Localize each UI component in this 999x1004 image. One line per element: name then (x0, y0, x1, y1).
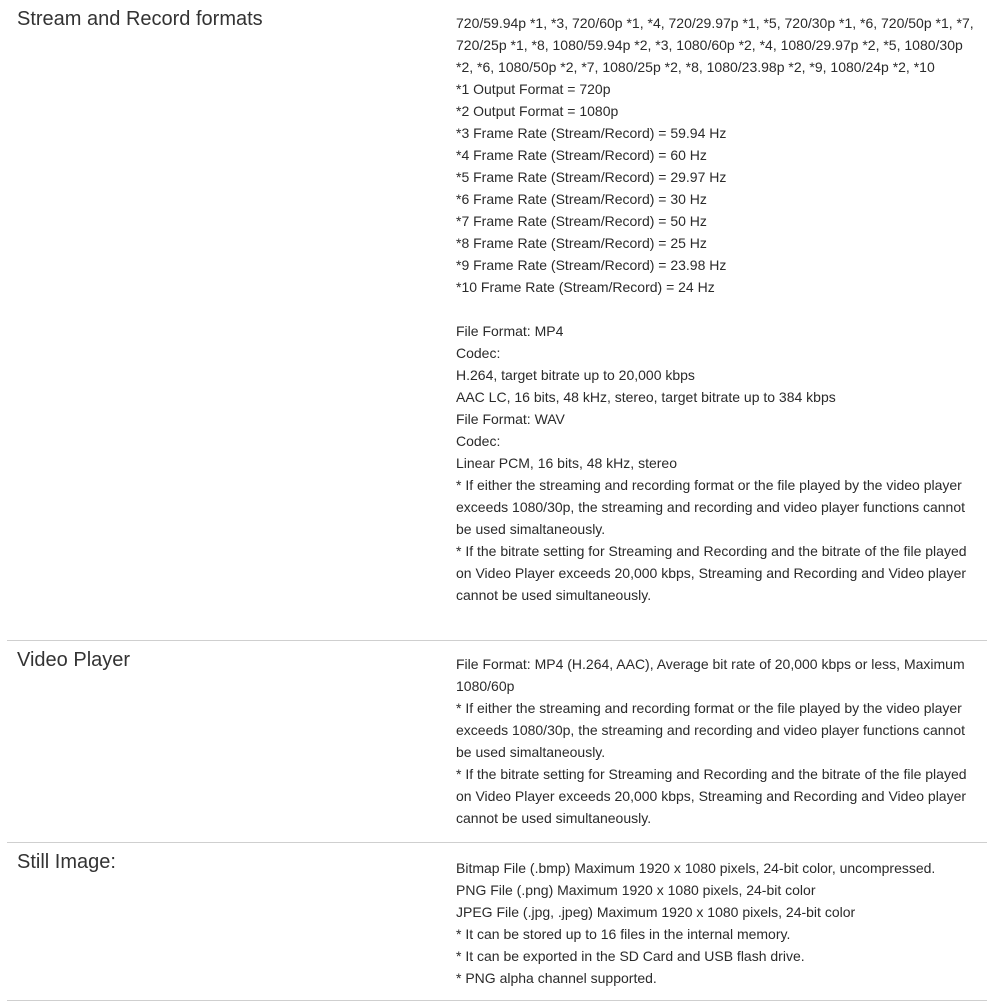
spec-label: Stream and Record formats (17, 8, 263, 30)
spec-line: Bitmap File (.bmp) Maximum 1920 x 1080 pixels, 24-bit color, uncompressed. (456, 860, 936, 876)
spec-line: PNG File (.png) Maximum 1920 x 1080 pixels, 24-bit color (456, 882, 816, 898)
spec-line: Linear PCM, 16 bits, 48 kHz, stereo (456, 455, 677, 471)
spec-line: *2 Output Format = 1080p (456, 103, 619, 119)
spec-label: Still Image: (17, 851, 116, 873)
spec-spacer (456, 298, 976, 320)
spec-value (456, 857, 976, 989)
spec-line: *5 Frame Rate (Stream/Record) = 29.97 Hz (456, 169, 727, 185)
spec-line: *10 Frame Rate (Stream/Record) = 24 Hz (456, 279, 715, 295)
spec-row-stream-record-formats (7, 0, 987, 641)
spec-line: File Format: WAV (456, 411, 565, 427)
spec-line: * If either the streaming and recording format or the file played by the video player exceeds 1080/30p, the streaming and recording and video player functions cannot be used simaltaneously. (456, 477, 966, 537)
spec-line: * It can be stored up to 16 files in the internal memory. (456, 926, 791, 942)
spec-row-video-player (7, 641, 987, 843)
spec-line: *6 Frame Rate (Stream/Record) = 30 Hz (456, 191, 707, 207)
spec-table (7, 0, 987, 1001)
spec-line: Codec: (456, 345, 501, 361)
spec-line: *1 Output Format = 720p (456, 81, 611, 97)
spec-line: * If the bitrate setting for Streaming and Recording and the bitrate of the file played on Video Player exceeds 20,000 kbps, Streaming and Recording and Video player cannot be used simultaneously. (456, 766, 967, 826)
spec-value (456, 12, 976, 606)
spec-line: File Format: MP4 (H.264, AAC), Average bit rate of 20,000 kbps or less, Maximum 1080/60p (456, 656, 965, 694)
spec-line: H.264, target bitrate up to 20,000 kbps (456, 367, 695, 383)
spec-line: *8 Frame Rate (Stream/Record) = 25 Hz (456, 235, 707, 251)
spec-line: * If either the streaming and recording format or the file played by the video player exceeds 1080/30p, the streaming and recording and video player functions cannot be used simaltaneously. (456, 700, 966, 760)
spec-line: Codec: (456, 433, 501, 449)
spec-line: *9 Frame Rate (Stream/Record) = 23.98 Hz (456, 257, 727, 273)
spec-value (456, 653, 976, 829)
spec-line: * PNG alpha channel supported. (456, 970, 657, 986)
spec-line: *4 Frame Rate (Stream/Record) = 60 Hz (456, 147, 707, 163)
spec-line: *3 Frame Rate (Stream/Record) = 59.94 Hz (456, 125, 727, 141)
spec-line: * It can be exported in the SD Card and USB flash drive. (456, 948, 805, 964)
spec-line: File Format: MP4 (456, 323, 564, 339)
spec-line: * If the bitrate setting for Streaming and Recording and the bitrate of the file played on Video Player exceeds 20,000 kbps, Streaming and Recording and Video player cannot be used simultaneously. (456, 543, 967, 603)
spec-row-still-image (7, 843, 987, 1001)
spec-label: Video Player (17, 649, 131, 671)
spec-line: 720/59.94p *1, *3, 720/60p *1, *4, 720/29.97p *1, *5, 720/30p *1, *6, 720/50p *1, *7, 720/25p *1, *8, 1080/59.94p *2, *3, 1080/60p *2, *4, 1080/29.97p *2, *5, 1080/30p *2, *6, 1080/50p *2, *7, 1080/25p *2, *8, 1080/23.98p *2, *9, 1080/24p *2, *10 (456, 15, 974, 75)
spec-line: JPEG File (.jpg, .jpeg) Maximum 1920 x 1080 pixels, 24-bit color (456, 904, 856, 920)
spec-line: *7 Frame Rate (Stream/Record) = 50 Hz (456, 213, 707, 229)
spec-line: AAC LC, 16 bits, 48 kHz, stereo, target bitrate up to 384 kbps (456, 389, 836, 405)
